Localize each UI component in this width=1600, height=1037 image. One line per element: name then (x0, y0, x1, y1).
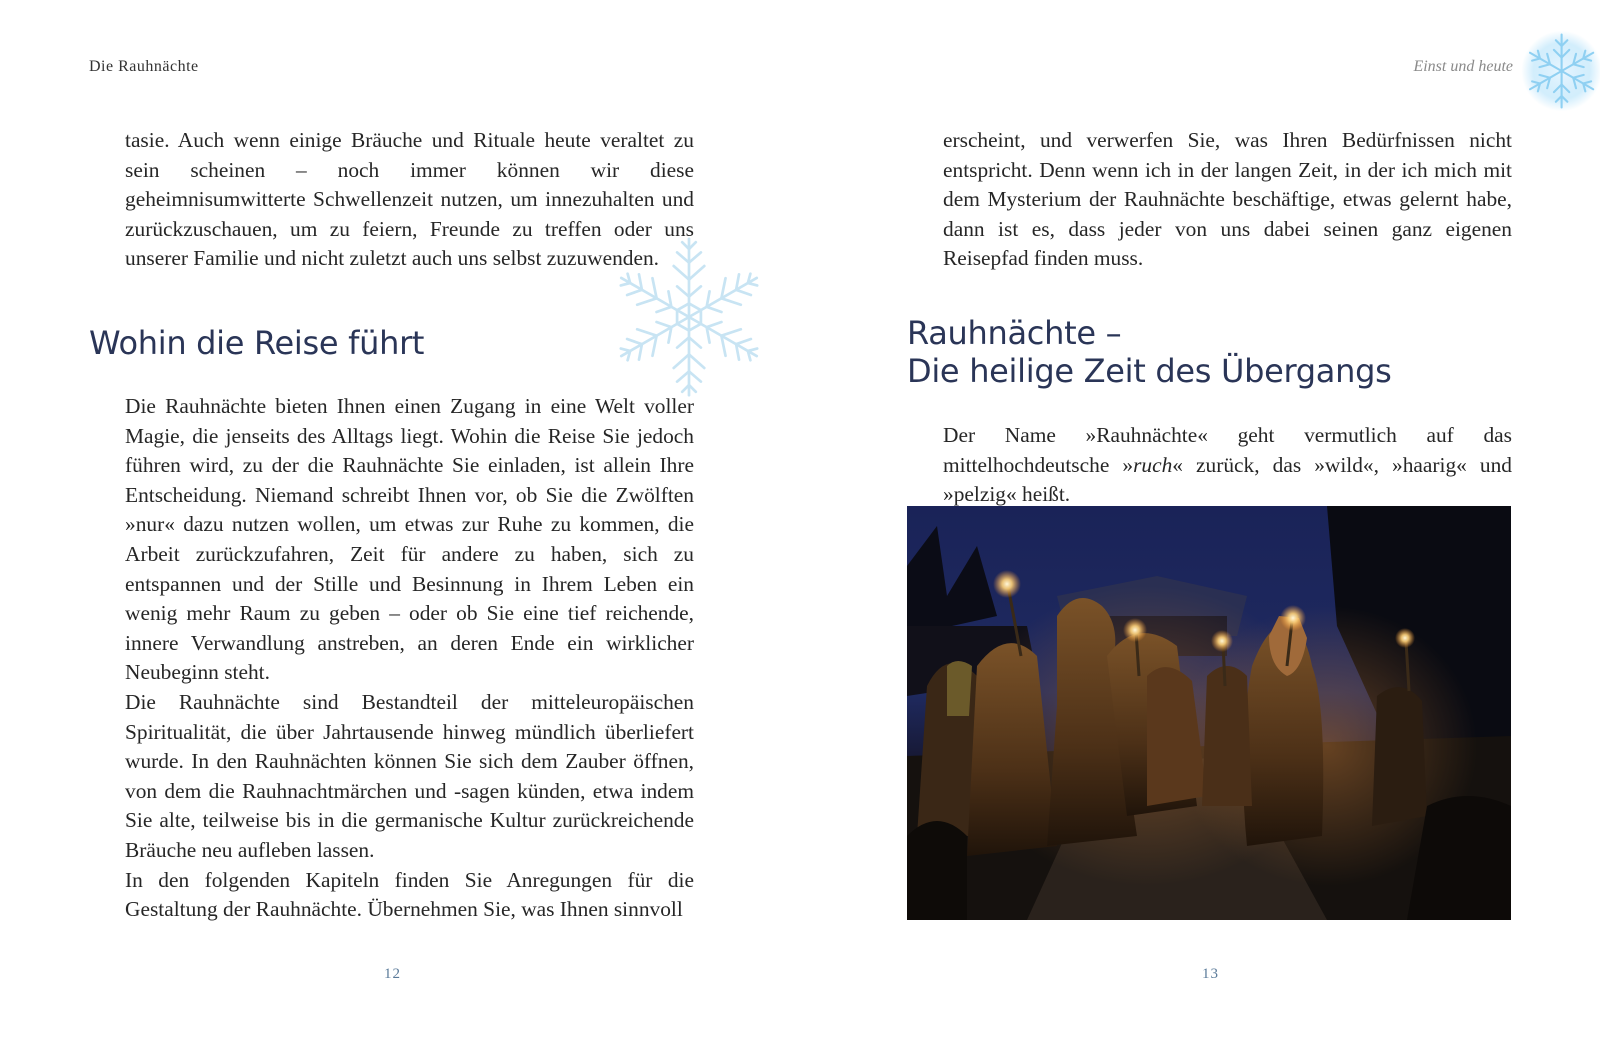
page-number-right: 13 (1202, 966, 1219, 982)
intro-paragraph-right: erscheint, und verwerfen Sie, was Ihren Bedürfnissen nicht entspricht. Denn wenn ich in der langen Zeit, in der ich mich mit dem Mysterium der Rauhnächte beschäftige, etwas gelernt habe, dann ist es, dass jeder von uns dabei seinen ganz eigenen Reisepfad finden muss. (943, 128, 1512, 271)
snowflake-corner-icon (1504, 16, 1600, 126)
body-text-left (125, 392, 694, 925)
paragraph-3: In den folgenden Kapiteln finden Sie Anregungen für die Gestaltung der Rauhnächte. Übernehmen Sie, was Ihnen sinnvoll (125, 867, 694, 922)
name-paragraph: Der Name »Rauhnächte« geht vermutlich auf das mittelhochdeutsche »ruch« zurück, das »wild«, »haarig« und »pelzig« heißt. (943, 423, 1512, 507)
paragraph-2: Die Rauhnächte sind Bestandteil der mitteleuropäischen Spiritualität, die über Jahrtausende hinweg mündlich überliefert wurde. In den Rauhnächten können Sie sich dem Zauber öffnen, von dem die Rauhnachtmärchen und -sagen künden, etwa indem Sie alte, teilweise bis in die germanische Kultur zurückreichende Bräuche neu aufleben lassen. (125, 689, 694, 862)
heading-line-1: Rauhnächte – (907, 314, 1122, 352)
running-head-left: Die Rauhnächte (89, 58, 199, 75)
page-number-left: 12 (384, 966, 401, 982)
section-heading-rauhnaechte (907, 314, 1391, 390)
section-heading-wohin: Wohin die Reise führt (89, 324, 425, 362)
heading-line-2: Die heilige Zeit des Übergangs (907, 352, 1392, 390)
krampus-procession-photo (907, 506, 1511, 920)
intro-paragraph-left: tasie. Auch wenn einige Bräuche und Rituale heute veraltet zu sein scheinen – noch immer können wir diese geheimnisumwitterte Schwellenzeit nutzen, um innezuhalten und zurückzuschauen, um zu feiern, Freunde zu treffen oder uns unserer Familie und nicht zuletzt auch uns selbst zuzuwenden. (125, 128, 694, 271)
running-head-right: Einst und heute (1413, 58, 1513, 75)
paragraph-1: Die Rauhnächte bieten Ihnen einen Zugang in eine Welt voller Magie, die jenseits des Alltags liegt. Wohin die Reise Sie jedoch führen wird, zu der die Rauhnächte Sie einladen, ist allein Ihre Entscheidung. Niemand schreibt Ihnen vor, ob Sie die Zwölften »nur« dazu nutzen wollen, um etwas zur Ruhe zu kommen, die Arbeit zurückzufahren, Zeit für andere zu haben, sich zu entspannen und der Stille und Besinnung in Ihrem Leben ein wenig mehr Raum zu geben – oder ob Sie eine tief reichende, innere Verwandlung anstreben, an deren Ende ein wirklicher Neubeginn steht. (125, 394, 694, 685)
